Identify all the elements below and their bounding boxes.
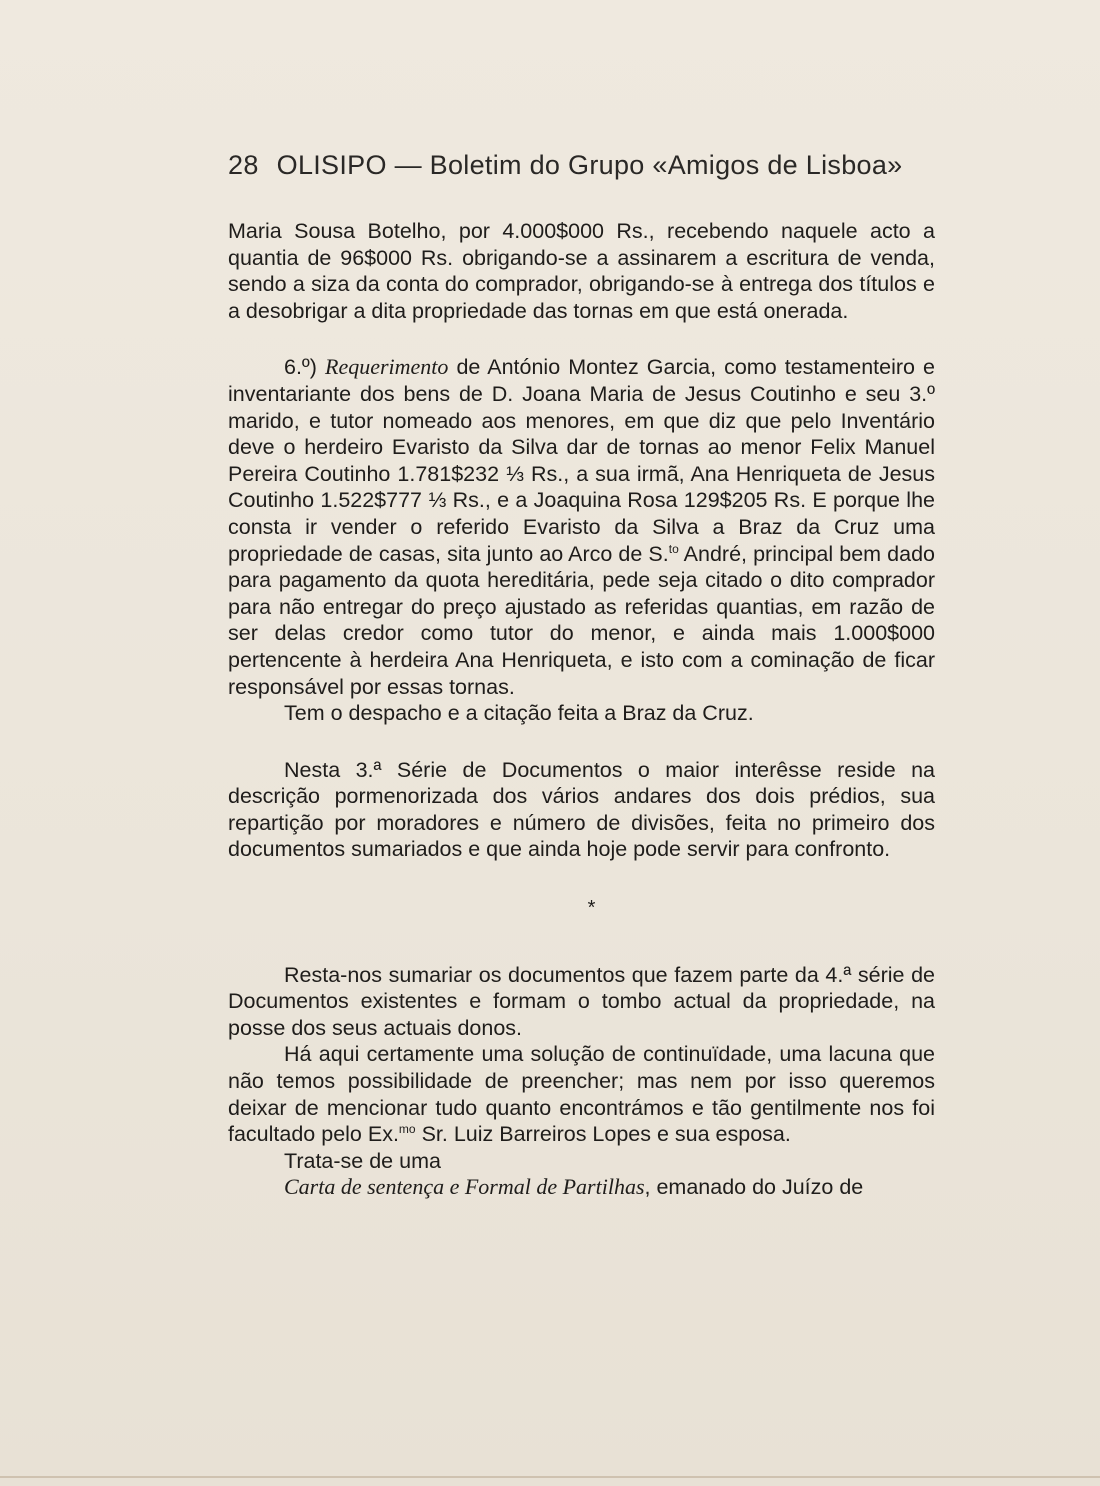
paragraph-7: Trata-se de uma [284,1148,441,1173]
document-type: Requerimento [325,354,449,380]
paragraph-8-text: , emanado do Juízo de [644,1175,864,1200]
item-number: 6.º) [284,355,325,380]
paragraph-2-text-b: André, principal bem dado para pagamento da quota hereditária, pede seja citado o dito comprador para não entregar do preço ajustado as referidas quantias, em razão de ser delas credor como tutor do menor, e ainda mais 1.000$000 pertencente à herdeira Ana Henriqueta, e isto com a cominação de ficar responsável por essas tornas. [228,541,935,699]
paragraph-2 [228,354,935,700]
paragraph-6 [228,1041,935,1147]
paragraph-6-text-b: Sr. Luiz Barreiros Lopes e sua esposa. [415,1122,791,1147]
page-edge [0,1476,1100,1478]
document-title: Carta de sentença e Formal de Partilhas [284,1174,645,1200]
running-header [228,150,902,181]
paragraph-6-text-a: Há aqui certamente uma solução de continuïdade, uma lacuna que não temos possibilidade de preencher; mas nem por isso queremos deixar de mencionar tudo quanto encontrámos e tão gentilmente nos foi facultado pelo Ex. [228,1042,935,1147]
paragraph-4: Nesta 3.ª Série de Documentos o maior interêsse reside na descrição pormenorizada dos vários andares dos dois prédios, sua repartição por moradores e número de divisões, feita no primeiro dos documentos sumariados e que ainda hoje pode servir para confronto. [228,757,935,862]
superscript: mo [398,1122,416,1137]
page-number: 28 [228,150,259,180]
body-text [228,218,935,1201]
paragraph-1: Maria Sousa Botelho, por 4.000$000 Rs., recebendo naquele acto a quantia de 96$000 Rs. obrigando-se a assinarem a escritura de venda, sendo a siza da conta do comprador, obrigando-se à entrega dos títulos e a desobrigar a dita propriedade das tornas em que está onerada. [228,219,935,323]
paragraph-5: Resta-nos sumariar os documentos que fazem parte da 4.ª série de Documentos existentes e formam o tombo actual da propriedade, na posse dos seus actuais donos. [228,962,935,1040]
superscript: to [668,541,679,556]
paragraph-8 [228,1174,935,1201]
journal-title: OLISIPO — Boletim do Grupo «Amigos de Lisboa» [276,150,903,180]
paragraph-2-text-a: de António Montez Garcia, como testamenteiro e inventariante dos bens de D. Joana Maria de Jesus Coutinho e seu 3.º marido, e tutor nomeado aos menores, em que diz que pelo Inventário deve o herdeiro Evaristo da Silva dar de tornas ao menor Felix Manuel Pereira Coutinho 1.781$232 ⅓ Rs., a sua irmã, Ana Henriqueta de Jesus Coutinho 1.522$777 ⅓ Rs., e a Joaquina Rosa 129$205 Rs. E porque lhe consta ir vender o referido Evaristo da Silva a Braz da Cruz uma propriedade de casas, sita junto ao Arco de S. [228,355,935,566]
paragraph-3: Tem o despacho e a citação feita a Braz da Cruz. [284,701,754,726]
section-separator: * [587,897,596,920]
